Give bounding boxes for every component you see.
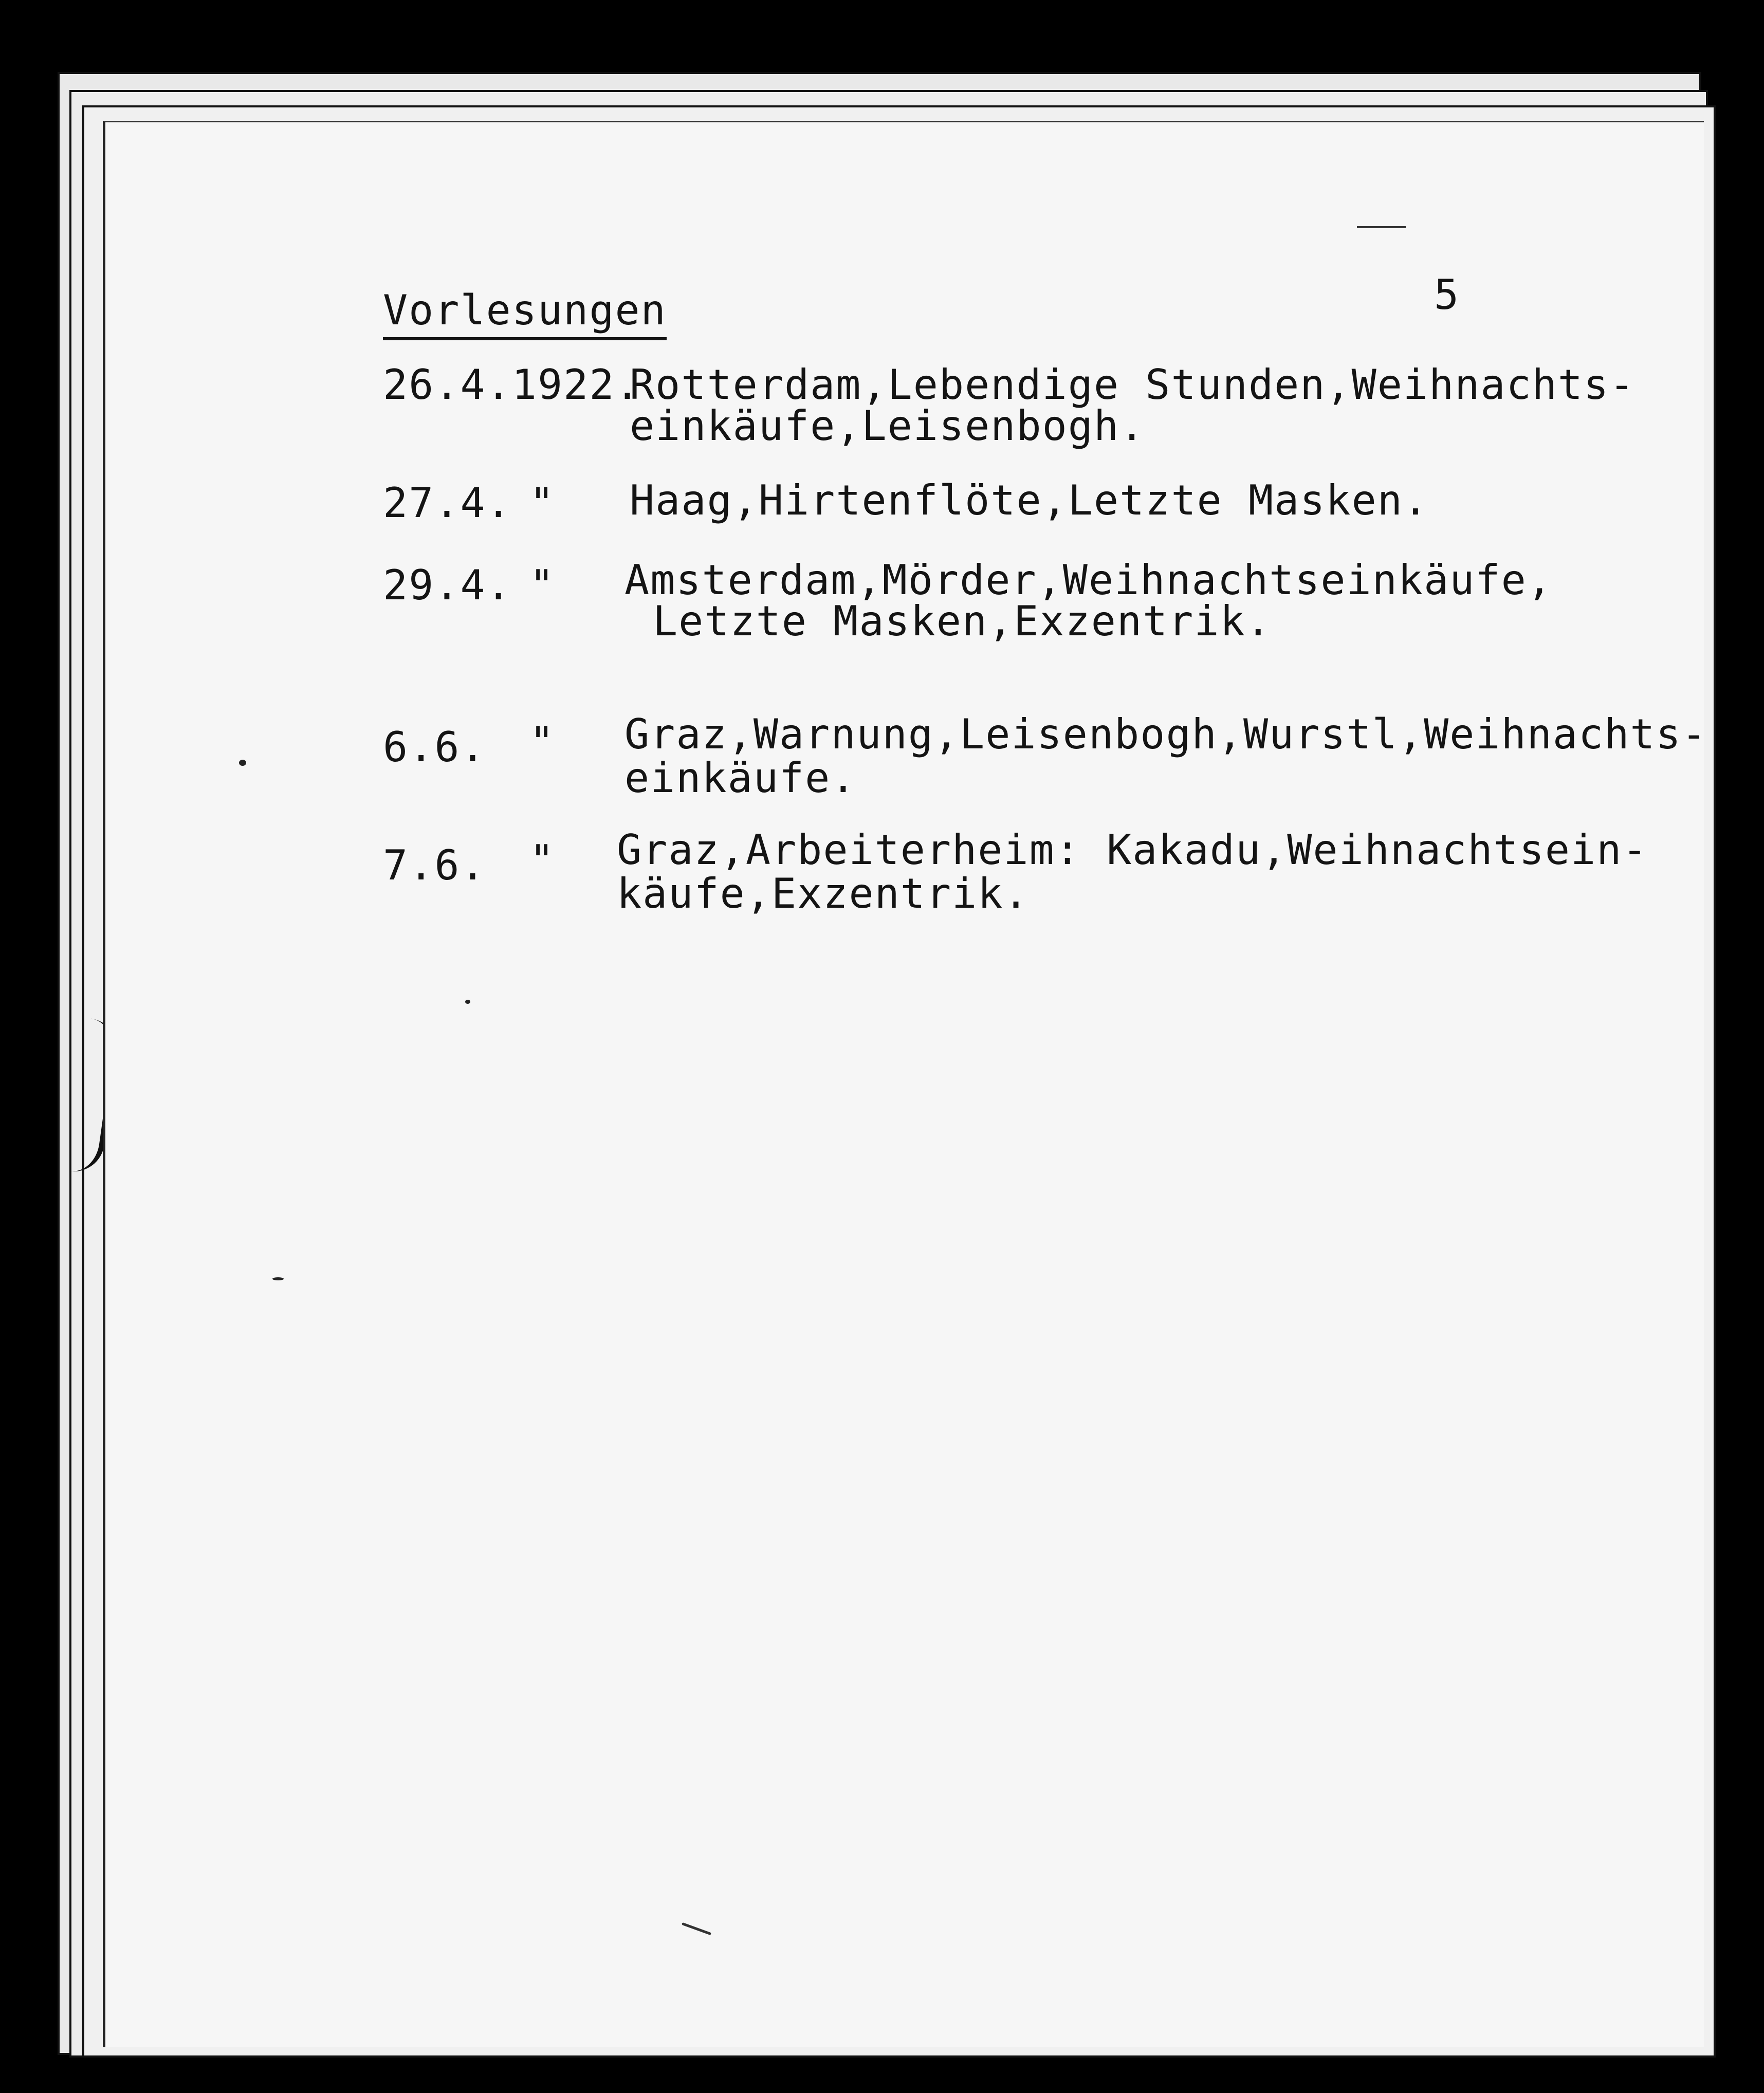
page-number: 5 xyxy=(1434,271,1460,319)
margin-mark xyxy=(1357,226,1406,228)
entry-date: 6.6. xyxy=(383,723,486,771)
ditto-mark: " xyxy=(529,479,556,527)
entry-line: einkäufe. xyxy=(624,754,857,802)
entry-line: Letzte Masken,Exzentrik. xyxy=(653,597,1272,645)
entry-date: 27.4. xyxy=(383,479,512,527)
scan-speck xyxy=(239,760,246,766)
ditto-mark: " xyxy=(529,561,556,609)
entry-line: Graz,Arbeiterheim: Kakadu,Weihnachtsein- xyxy=(617,826,1648,874)
scan-speck xyxy=(272,1277,284,1280)
scan-speck xyxy=(465,1000,470,1004)
entry-line: Amsterdam,Mörder,Weihnachtseinkäufe, xyxy=(624,556,1553,604)
page-heading: Vorlesungen xyxy=(383,288,667,340)
entry-line: Haag,Hirtenflöte,Letzte Masken. xyxy=(630,476,1429,524)
entry-date: 26.4.1922. xyxy=(383,361,641,409)
ditto-mark: " xyxy=(529,718,556,766)
entry-date: 7.6. xyxy=(383,841,486,889)
entry-line: Rotterdam,Lebendige Stunden,Weihnachts- xyxy=(630,361,1636,409)
ditto-mark: " xyxy=(529,836,556,884)
entry-line: käufe,Exzentrik. xyxy=(617,870,1030,917)
entry-date: 29.4. xyxy=(383,561,512,609)
entry-line: einkäufe,Leisenbogh. xyxy=(630,402,1146,450)
entry-line: Graz,Warnung,Leisenbogh,Wurstl,Weihnachts- xyxy=(624,710,1707,758)
